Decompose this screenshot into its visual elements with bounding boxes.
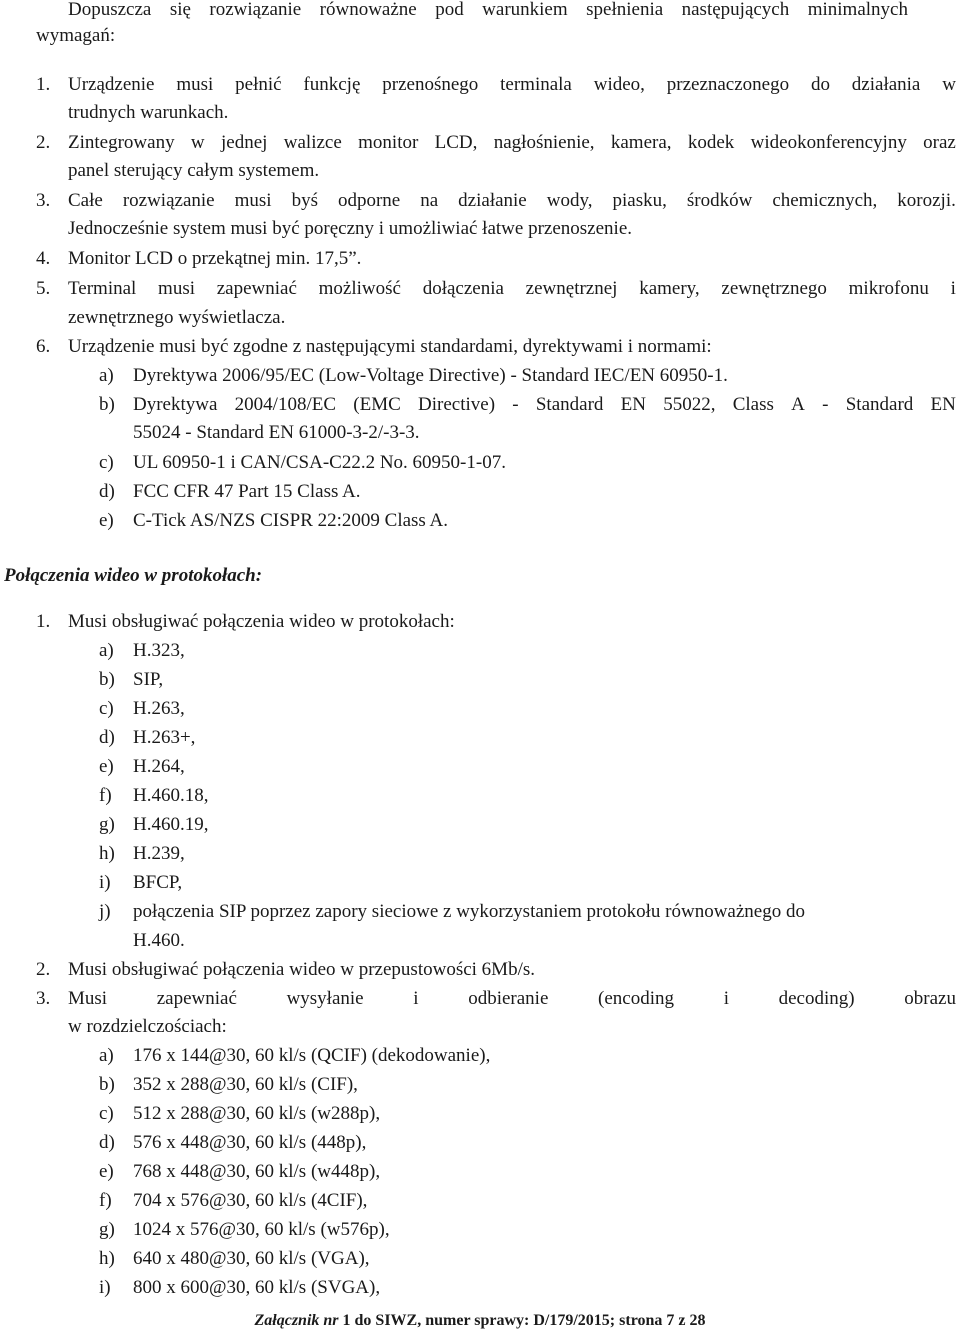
word: korozji. — [897, 190, 956, 211]
resolution-c-text: 512 x 288@30, 60 kl/s (w288p), — [133, 1103, 381, 1124]
resolution-b-label: b) — [99, 1074, 115, 1095]
word: na — [420, 190, 439, 211]
word: pod — [435, 0, 464, 20]
word: pełnić — [235, 74, 282, 95]
word: musi — [234, 190, 272, 211]
word: w — [190, 132, 205, 153]
word: - — [822, 394, 829, 415]
resolution-h-text: 640 x 480@30, 60 kl/s (VGA), — [133, 1248, 370, 1269]
standard-c-label: c) — [99, 452, 114, 473]
word: spełnienia — [586, 0, 664, 20]
standard-a-text: Dyrektywa 2006/95/EC (Low-Voltage Directive) - Standard IEC/EN 60950-1. — [133, 365, 728, 386]
word: wysyłanie — [286, 988, 364, 1009]
protocol-j-text-2: H.460. — [133, 930, 185, 951]
word: w — [942, 74, 956, 95]
word: Urządzenie — [68, 74, 155, 95]
intro-line-1 — [68, 0, 908, 23]
resolution-g-text: 1024 x 576@30, 60 kl/s (w576p), — [133, 1219, 390, 1240]
word: nagłośnienie, — [493, 132, 595, 153]
section-item-2-text: Musi obsługiwać połączenia wideo w przepustowości 6Mb/s. — [68, 959, 535, 980]
word: Standard — [535, 394, 604, 415]
word: równoważne — [319, 0, 417, 20]
word: decoding) — [778, 988, 855, 1009]
word: rozwiązanie — [122, 190, 215, 211]
word: kodek — [687, 132, 735, 153]
protocol-b-label: b) — [99, 669, 115, 690]
protocol-e-text: H.264, — [133, 756, 185, 777]
resolution-d-label: d) — [99, 1132, 115, 1153]
protocol-h-label: h) — [99, 843, 115, 864]
word: - — [512, 394, 519, 415]
req-6-text: Urządzenie musi być zgodne z następującymi standardami, dyrektywami i normami: — [68, 336, 712, 357]
word: minimalnych — [807, 0, 908, 20]
standard-d-text: FCC CFR 47 Part 15 Class A. — [133, 481, 361, 502]
req-3-line-1 — [68, 188, 956, 214]
protocol-g-label: g) — [99, 814, 115, 835]
word: do — [810, 74, 830, 95]
word: chemicznych, — [772, 190, 878, 211]
word: A — [791, 394, 805, 415]
intro-line-2: wymagań: — [36, 25, 116, 46]
resolution-b-text: 352 x 288@30, 60 kl/s (CIF), — [133, 1074, 358, 1095]
standard-e-text: C-Tick AS/NZS CISPR 22:2009 Class A. — [133, 510, 448, 531]
word: odbieranie — [468, 988, 549, 1009]
word: oraz — [923, 132, 956, 153]
protocol-c-label: c) — [99, 698, 114, 719]
word: kamera, — [610, 132, 672, 153]
req-4-number: 4. — [36, 248, 51, 269]
req-5-number: 5. — [36, 278, 51, 299]
protocol-f-label: f) — [99, 785, 112, 806]
protocol-c-text: H.263, — [133, 698, 185, 719]
word: środków — [686, 190, 753, 211]
word: wody, — [546, 190, 593, 211]
req-3-number: 3. — [36, 190, 51, 211]
resolution-h-label: h) — [99, 1248, 115, 1269]
word: zapewniać — [216, 278, 297, 299]
resolution-i-text: 800 x 600@30, 60 kl/s (SVGA), — [133, 1277, 381, 1298]
section-item-3-line-1 — [68, 986, 956, 1012]
req-6-number: 6. — [36, 336, 51, 357]
page-footer — [0, 1308, 960, 1334]
protocol-i-label: i) — [99, 872, 111, 893]
protocol-i-text: BFCP, — [133, 872, 183, 893]
resolution-c-label: c) — [99, 1103, 114, 1124]
word: walizce — [283, 132, 342, 153]
word: możliwość — [318, 278, 401, 299]
word: 2004/108/EC — [234, 394, 337, 415]
protocol-a-label: a) — [99, 640, 114, 661]
word: (EMC — [353, 394, 401, 415]
word: LCD, — [434, 132, 478, 153]
req-1-line-1 — [68, 72, 956, 98]
word: się — [169, 0, 191, 20]
standard-b-line-2: 55024 - Standard EN 61000-3-2/-3-3. — [133, 422, 420, 443]
word: monitor — [358, 132, 419, 153]
standard-e-label: e) — [99, 510, 114, 531]
standard-d-label: d) — [99, 481, 115, 502]
word: musi — [176, 74, 214, 95]
word: Musi — [68, 988, 108, 1009]
resolution-f-text: 704 x 576@30, 60 kl/s (4CIF), — [133, 1190, 368, 1211]
word: terminala — [500, 74, 572, 95]
word: warunkiem — [482, 0, 568, 20]
word: byś — [291, 190, 318, 211]
resolution-d-text: 576 x 448@30, 60 kl/s (448p), — [133, 1132, 367, 1153]
protocol-a-text: H.323, — [133, 640, 185, 661]
word: Terminal — [68, 278, 137, 299]
standard-b-label: b) — [99, 394, 115, 415]
protocol-d-label: d) — [99, 727, 115, 748]
word: przeznaczonego — [666, 74, 790, 95]
resolution-i-label: i) — [99, 1277, 111, 1298]
word: rozwiązanie — [209, 0, 302, 20]
word: i — [723, 988, 729, 1009]
section-item-1-text: Musi obsługiwać połączenia wideo w protokołach: — [68, 611, 455, 632]
protocol-j-text: połączenia SIP poprzez zapory sieciowe z wykorzystaniem protokołu równoważnego do — [133, 901, 805, 922]
resolution-g-label: g) — [99, 1219, 115, 1240]
req-2-number: 2. — [36, 132, 51, 153]
footer-italic: Załącznik nr — [254, 1312, 339, 1329]
word: zewnętrznej — [525, 278, 618, 299]
word: Class — [732, 394, 774, 415]
word: obrazu — [904, 988, 956, 1009]
section-item-3-line-2: w rozdzielczościach: — [68, 1016, 227, 1037]
word: (encoding — [598, 988, 675, 1009]
req-4-text: Monitor LCD o przekątnej min. 17,5”. — [68, 248, 362, 269]
section-item-2-number: 2. — [36, 959, 51, 980]
word: i — [413, 988, 419, 1009]
word: Dyrektywa — [133, 394, 218, 415]
resolution-e-text: 768 x 448@30, 60 kl/s (w448p), — [133, 1161, 381, 1182]
word: działania — [851, 74, 921, 95]
protocol-b-text: SIP, — [133, 669, 164, 690]
resolution-f-label: f) — [99, 1190, 112, 1211]
req-3-line-2: Jednocześnie system musi być poręczny i umożliwiać łatwe przenoszenie. — [68, 218, 632, 239]
resolution-a-label: a) — [99, 1045, 114, 1066]
word: i — [950, 278, 956, 299]
word: mikrofonu — [848, 278, 929, 299]
protocol-d-text: H.263+, — [133, 727, 196, 748]
standard-a-label: a) — [99, 365, 114, 386]
standard-c-text: UL 60950-1 i CAN/CSA-C22.2 No. 60950-1-07. — [133, 452, 506, 473]
protocol-e-label: e) — [99, 756, 114, 777]
word: Standard — [845, 394, 914, 415]
word: 55022, — [663, 394, 716, 415]
section-item-3-number: 3. — [36, 988, 51, 1009]
word: dołączenia — [422, 278, 504, 299]
word: EN — [930, 394, 956, 415]
section-heading: Połączenia wideo w protokołach: — [4, 565, 263, 586]
resolution-e-label: e) — [99, 1161, 114, 1182]
standard-b-line-1 — [133, 392, 956, 418]
word: Dopuszcza — [68, 0, 152, 20]
word: funkcję — [303, 74, 361, 95]
word: piasku, — [612, 190, 667, 211]
protocol-g-text: H.460.19, — [133, 814, 209, 835]
protocol-h-text: H.239, — [133, 843, 185, 864]
protocol-f-text: H.460.18, — [133, 785, 209, 806]
word: zewnętrznego — [721, 278, 827, 299]
section-item-3-words — [68, 986, 956, 1012]
word: wideokonferencyjny — [750, 132, 907, 153]
footer-rest: 1 do SIWZ, numer sprawy: D/179/2015; strona 7 z 28 — [338, 1312, 706, 1329]
resolution-a-text: 176 x 144@30, 60 kl/s (QCIF) (dekodowanie), — [133, 1045, 491, 1066]
word: EN — [620, 394, 646, 415]
word: działanie — [458, 190, 527, 211]
word: musi — [158, 278, 195, 299]
req-1-number: 1. — [36, 74, 51, 95]
word: zapewniać — [156, 988, 237, 1009]
protocol-j-label: j) — [99, 901, 111, 922]
req-2-line-2: panel sterujący całym systemem. — [68, 160, 320, 181]
word: jednej — [221, 132, 268, 153]
req-5-line-1 — [68, 276, 956, 302]
word: przenośnego — [382, 74, 479, 95]
word: następujących — [681, 0, 790, 20]
section-item-1-number: 1. — [36, 611, 51, 632]
word: kamery, — [639, 278, 700, 299]
word: Zintegrowany — [68, 132, 175, 153]
req-2-line-1 — [68, 130, 956, 156]
word: Directive) — [418, 394, 496, 415]
word: odporne — [337, 190, 401, 211]
req-1-line-2: trudnych warunkach. — [68, 102, 229, 123]
word: Całe — [68, 190, 103, 211]
req-5-line-2: zewnętrznego wyświetlacza. — [68, 307, 286, 328]
word: wideo, — [593, 74, 645, 95]
